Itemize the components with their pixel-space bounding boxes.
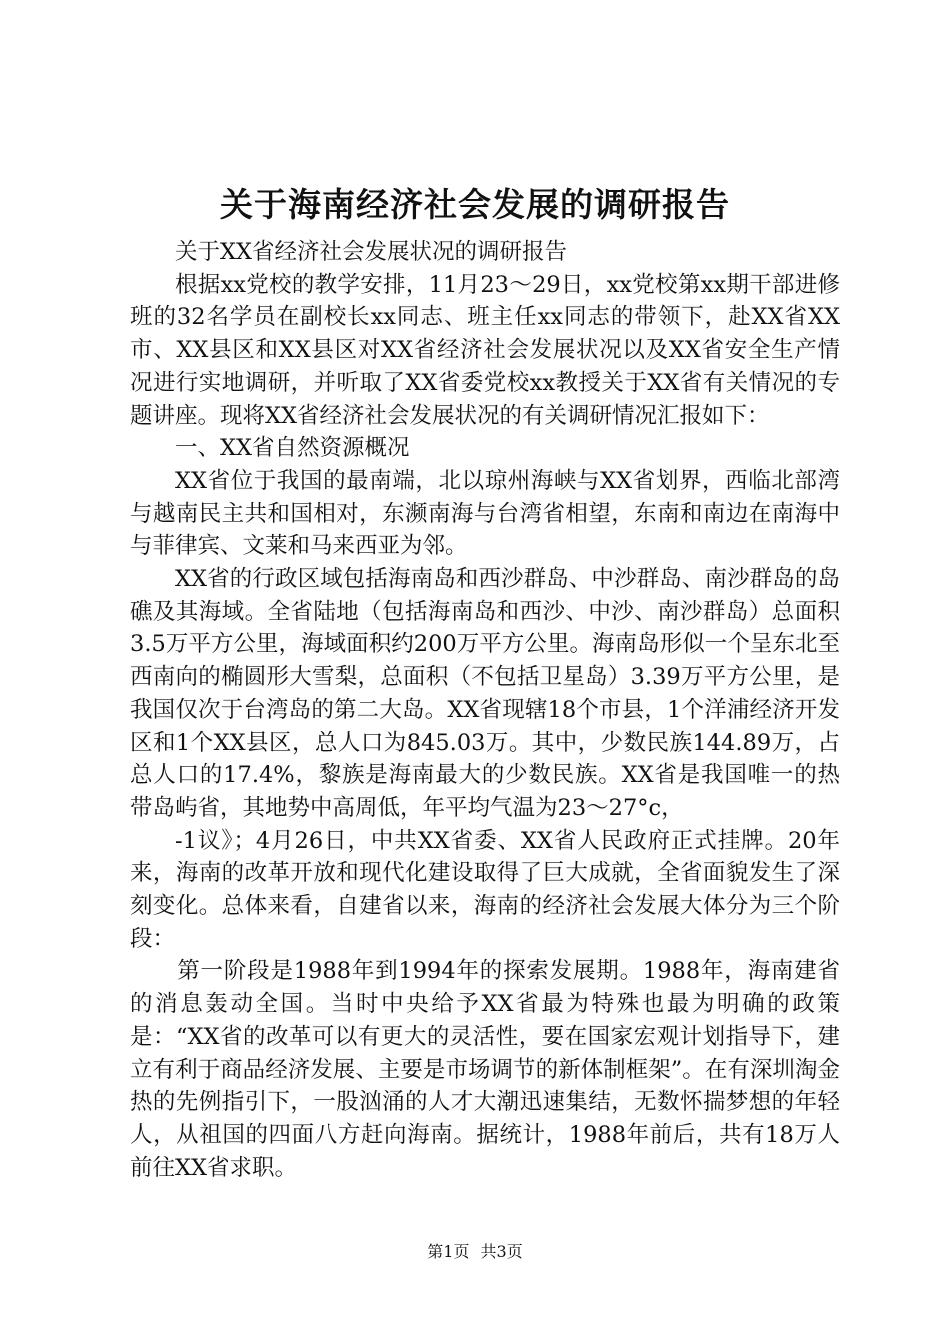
page-number: 第1页 xyxy=(427,1242,470,1261)
region-paragraph: XX省的行政区域包括海南岛和西沙群岛、中沙群岛、南沙群岛的岛礁及其海域。全省陆地（包括海南岛和西沙、中沙、南沙群岛）总面积3.5万平方公里，海域面积约200万平方公里。海南岛形似一个呈东北至西南向的椭圆形大雪梨，总面积（不包括卫星岛）3.39万平方公里，是我国仅次于台湾岛的第二大岛。XX省现辖18个市县，1个洋浦经济开发区和1个XX县区，总人口为845.03万。其中，少数民族144.89万，占总人口的17.4%，黎族是海南最大的少数民族。XX省是我国唯一的热带岛屿省，其地势中高周低，年平均气温为23～27°c， xyxy=(130,566,840,821)
document-body xyxy=(130,236,840,1184)
document-title: 关于海南经济社会发展的调研报告 xyxy=(220,185,730,224)
subtitle-paragraph: 关于XX省经济社会发展状况的调研报告 xyxy=(175,239,568,265)
intro-paragraph: 根据xx党校的教学安排，11月23～29日，xx党校第xx期干部进修班的32名学员在副校长xx同志、班主任xx同志的带领下，赴XX省XX市、XX县区和XX县区对XX省经济社会发展状况以及XX省安全生产情况进行实地调研，并听取了XX省委党校xx教授关于XX省有关情况的专题讲座。现将XX省经济社会发展状况的有关调研情况汇报如下： xyxy=(130,271,840,429)
stage-one-paragraph: 第一阶段是1988年到1994年的探索发展期。1988年，海南建省的消息轰动全国。当时中央给予XX省最为特殊也最为明确的政策是：“XX省的改革可以有更大的灵活性，要在国家宏观计划指导下，建立有利于商品经济发展、主要是市场调节的新体制框架”。在有深圳淘金热的先例指引下，一股汹涌的人才大潮迅速集结，无数怀揣梦想的年轻人，从祖国的四面八方赶向海南。据统计，1988年前后，共有18万人前往XX省求职。 xyxy=(130,958,840,1181)
location-paragraph: XX省位于我国的最南端，北以琼州海峡与XX省划界，西临北部湾与越南民主共和国相对，东濒南海与台湾省相望，东南和南边在南海中与菲律宾、文莱和马来西亚为邻。 xyxy=(130,467,840,560)
page-total: 共3页 xyxy=(480,1242,523,1261)
section-heading: 一、XX省自然资源概况 xyxy=(175,435,410,462)
page-footer xyxy=(0,1240,950,1264)
history-paragraph: -1议》；4月26日，中共XX省委、XX省人民政府正式挂牌。20年来，海南的改革开放和现代化建设取得了巨大成就，全省面貌发生了深刻变化。总体来看，自建省以来，海南的经济社会发展大体分为三个阶段： xyxy=(130,827,840,952)
